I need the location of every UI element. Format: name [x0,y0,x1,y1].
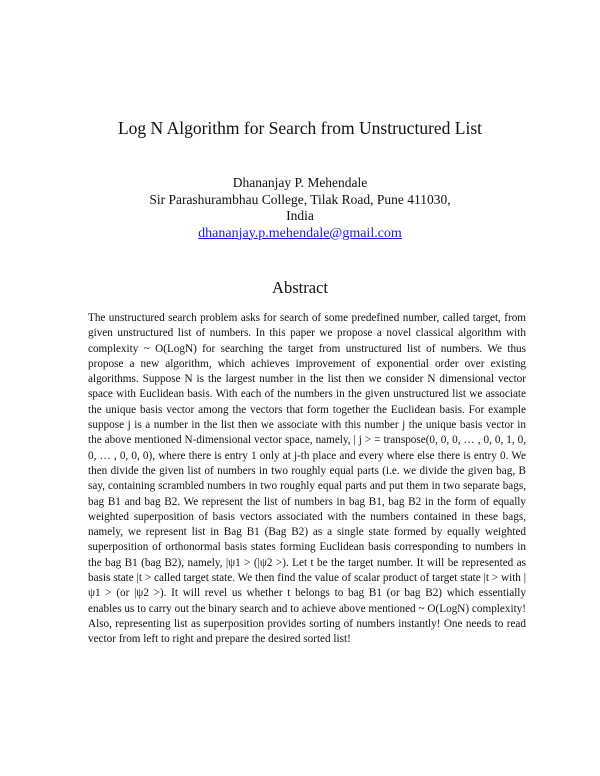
author-name: Dhananjay P. Mehendale [232,175,368,190]
author-affiliation: Sir Parashurambhau College, Tilak Road, Pune 411030, [149,191,451,207]
paper-title: Log N Algorithm for Search from Unstructured List [117,118,483,138]
author-country: India [286,208,314,223]
abstract-body [88,311,526,648]
author-email-link[interactable]: dhananjay.p.mehendale@gmail.com [198,225,402,241]
abstract-paragraph: The unstructured search problem asks for search of some predefined number, called target, from given unstructured list of numbers. In this paper we propose a novel classical algorithm with complexity ~ O(LogN) for searching the target from unstructured list of numbers. We thus propose a new algorithm, which achieves improvement of exponential order over existing algorithms. Suppose N is the largest number in the list then we consider N dimensional vector space with Euclidean basis. With each of the numbers in the given unstructured list we associate the unique basis vector among the vectors that form together the Euclidean basis. For example suppose j is a number in the list then we associate with this number j the unique basis vector in the above mentioned N-dimensional vector space, namely, | j > = transpose(0, 0, 0, … , 0, 0, 1, 0, 0, … , 0, 0, 0), where there is entry 1 only at j-th place and every where else there is entry 0. We then divide the given list of numbers in two roughly equal parts (i.e. we divide the given bag, B say, containing scrambled numbers in two roughly equal parts and put them in two separate bags, bag B1 and bag B2. We represent the list of numbers in bag B1, bag B2 in the form of equally weighted superposition of basis vectors associated with the numbers contained in these bags, namely, we represent list in Bag B1 (Bag B2) as a single state formed by equally weighted superposition of orthonormal basis states forming Euclidean basis corresponding to numbers in the bag B1 (bag B2), namely, |ψ1 > (|ψ2 >). Let t be the target number. It will be represented as basis state |t > called target state. We then find the value of scalar product of target state |t > with |ψ1 > (or |ψ2 >). It will revel us whether t belongs to bag B1 (or bag B2) which essentially enables us to carry out the binary search and to achieve above mentioned ~ O(LogN) complexity! Also, representing list as superposition provides sorting of numbers instantly! One needs to read vector from left to right and prepare the desired sorted list! [88,312,526,646]
abstract-heading: Abstract [272,278,328,297]
author-block [0,175,600,242]
